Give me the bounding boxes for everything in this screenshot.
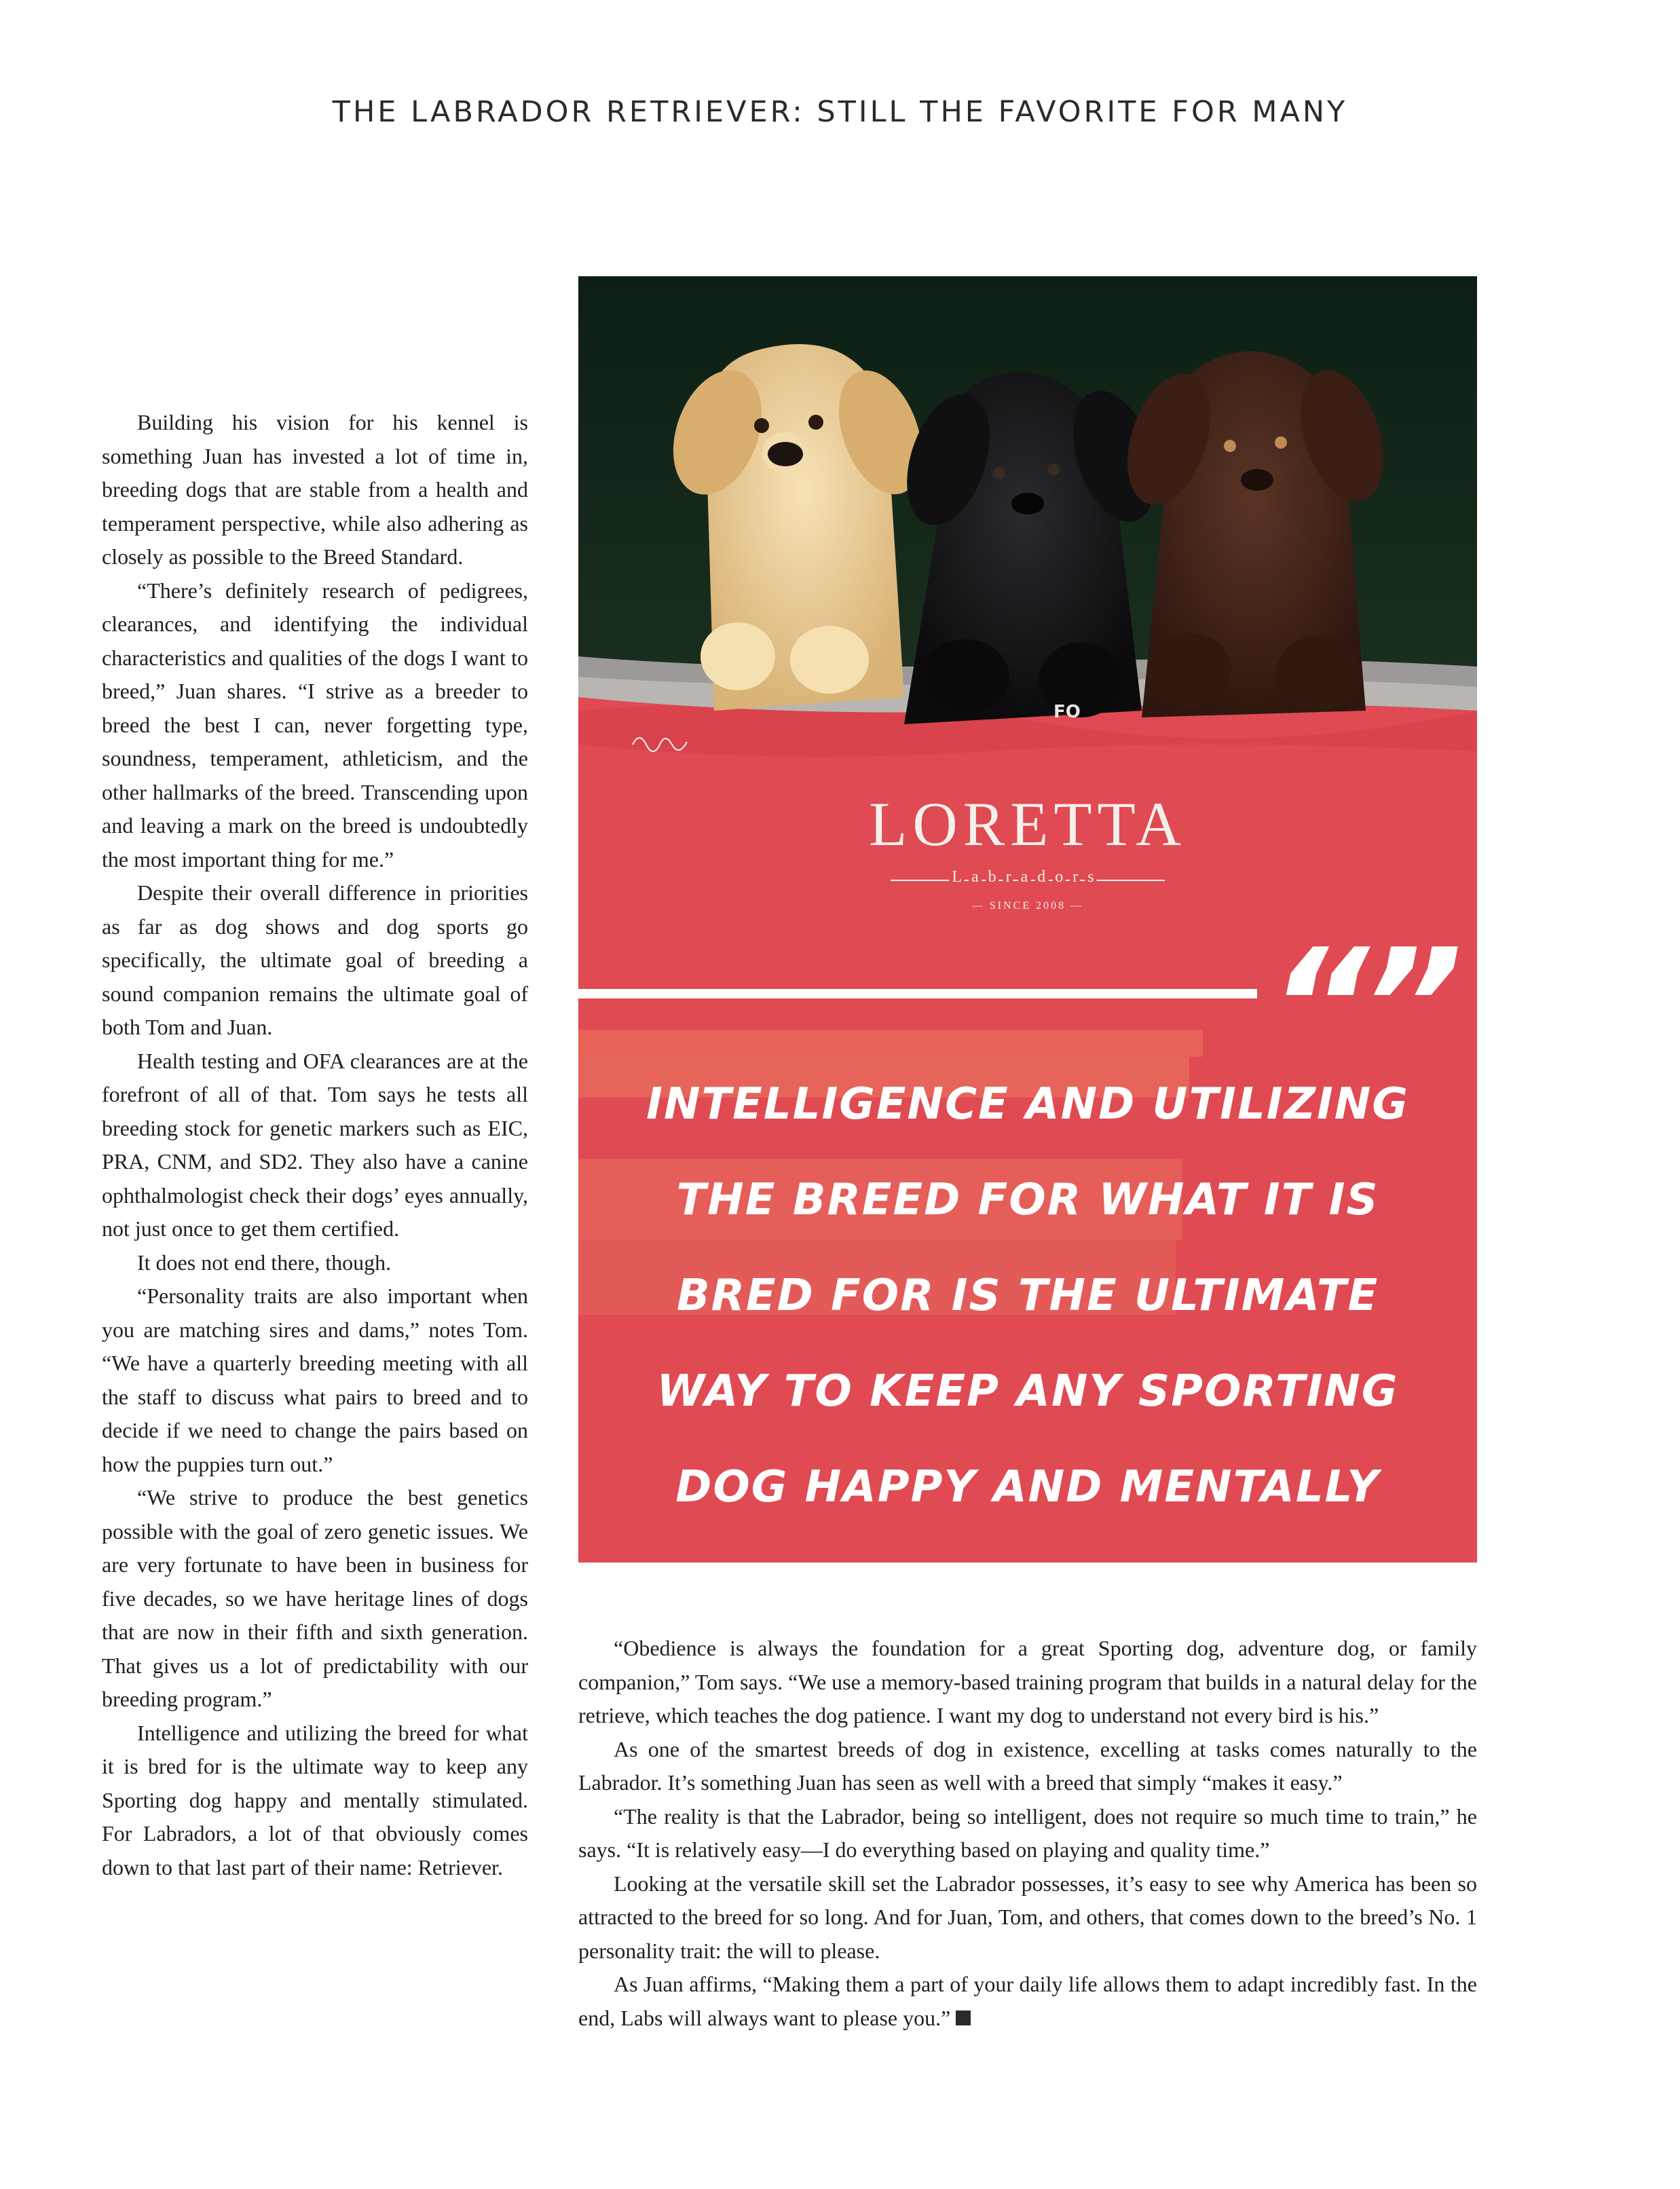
paragraph: Health testing and OFA clearances are at the forefront of all of that. Tom says he tests all breeding stock for genetic markers such as EIC, PRA, CNM, and SD2. They also have a canine ophthalmologist check their dogs’ eyes annually, not just once to get them certified. [102,1048,528,1241]
paragraph: It does not end there, though. [137,1250,392,1275]
paragraph-last [578,1968,1477,2035]
paragraph: Looking at the versatile skill set the Labrador possesses, it’s easy to see why America has been so attracted to the breed for so long. And for Juan, Tom, and others, that comes down to the breed’s No. 1 personality trait: the will to please. [578,1871,1477,1963]
feature-image-with-pull-quote [578,276,1477,1608]
logo-since: — SINCE 2008 — [971,900,1084,912]
left-text-column [102,406,528,1884]
pull-quote: INTELLIGENCE AND UTILIZING THE BREED FOR WHAT IT IS BRED FOR IS THE ULTIMATE WAY TO KEEP ANY SPORTING DOG HAPPY AND MENTALLY STIMULATED. [646,1079,1409,1608]
logo-sub: Labradors [952,868,1104,886]
paragraph: “Obedience is always the foundation for a great Sporting dog, adventure dog, or family companion,” Tom says. “We use a memory-based training program that builds in a natural delay for the retrieve, which teaches the dog patience. I want my dog to understand not every bird is his.” [578,1636,1477,1727]
quote-mark-icon: “” [1268,916,1457,1098]
paragraph: “There’s definitely research of pedigrees, clearances, and identifying the individual characteristics and qualities of the dogs I want to breed,” Juan shares. “I strive as a breeder to breed the best I can, never forgetting type, soundness, temperament, athleticism, and the other hallmarks of the breed. Transcending upon and leaving a mark on the breed is undoubtedly the most important thing for me.” [102,578,528,872]
end-mark-icon [956,2010,971,2025]
logo-name: LORETTA [869,789,1187,859]
running-header: THE LABRADOR RETRIEVER: STILL THE FAVORITE FOR MANY [332,95,1348,129]
paragraph: “Personality traits are also important when you are matching sires and dams,” notes Tom. “We have a quarterly breeding meeting with all the staff to discuss what pairs to breed and to decide if we need to change the pairs based on how the puppies turn out.” [102,1284,528,1476]
bottom-text-column [578,1632,1477,2035]
paragraph-text: As Juan affirms, “Making them a part of your daily life allows them to adapt incredibly fast. In the end, Labs will always want to please you.” [578,1972,1477,2030]
fabric-text: FO [1053,702,1081,722]
paragraph: Despite their overall difference in priorities as far as dog shows and dog sports go specifically, the ultimate goal of breeding a sound companion remains the ultimate goal of both Tom and Juan. [102,880,528,1039]
paragraph: Building his vision for his kennel is something Juan has invested a lot of time in, breeding dogs that are stable from a health and temperament perspective, while also adhering as closely as possible to the Breed Standard. [102,410,528,569]
paragraph: “The reality is that the Labrador, being so intelligent, does not require so much time to train,” he says. “It is relatively easy—I do everything based on playing and quality time.” [578,1803,1477,1862]
paragraph: As one of the smartest breeds of dog in existence, excelling at tasks comes naturally to the Labrador. It’s something Juan has seen as well with a breed that simply “makes it easy.” [578,1736,1477,1795]
paragraph: Intelligence and utilizing the breed for what it is bred for is the ultimate way to keep any Sporting dog happy and mentally stimulated. For Labradors, a lot of that obviously comes down to that last part of their name: Retriever. [102,1720,528,1879]
paragraph: “We strive to produce the best genetics possible with the goal of zero genetic issues. We are very fortunate to have been in business for five decades, so we have heritage lines of dogs that are now in their fifth and sixth generation. That gives us a lot of predictability with our breeding program.” [102,1485,528,1711]
